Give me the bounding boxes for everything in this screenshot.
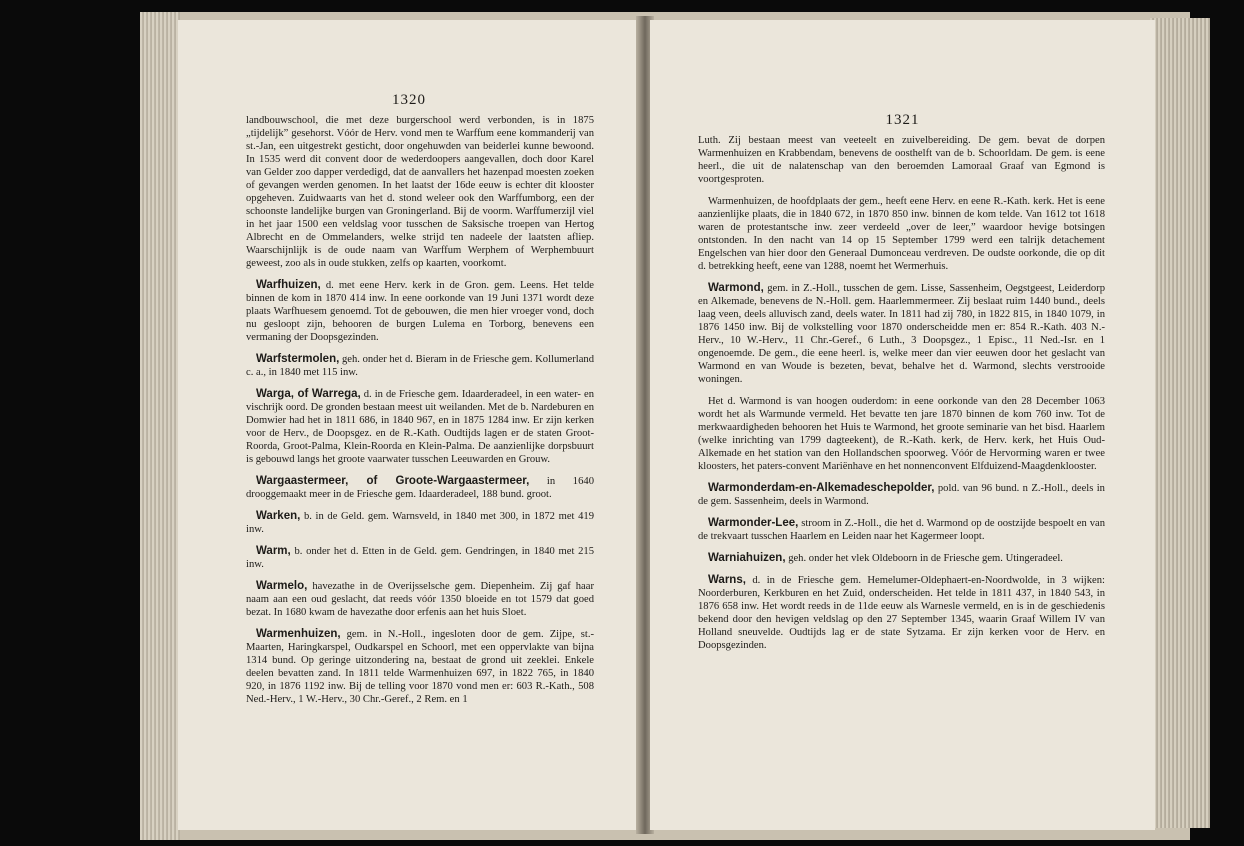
entry-text: stroom in Z.-Holl., die het d. Warmond op de oostzijde bespoelt en van de trekvaart tusschen Haarlem en Leiden naar het Kagermeer loopt. — [698, 518, 1105, 542]
paragraph — [246, 114, 594, 270]
entry-text: gem. in Z.-Holl., tusschen de gem. Lisse, Sassenheim, Oegstgeest, Leiderdorp en Alkemade, benevens de N.-Holl. gem. Haarlemmermeer. Zij beslaat ruim 1440 bund., deels laag veen, deels alluvisch zand, deels water. In 1811 had zij 780, in 1822 815, in 1840 1079, in 1876 1450 inw. Bij de volkstelling voor 1870 onderscheidde men er: 854 R.-Kath. 403 N.-Herv., 10 W.-Herv., 11 Chr.-Geref., 6 Luth., 3 Doopsgez., 1 Episc., 11 Ned.-Isr. en 1 ongenoemde. De gem., die eene heerl. is, welke meer dan vier eeuwen door het geslacht van Warmond en van Woude is bezeten, bevat, behalve het d. Warmond, slechts verstrooide woningen. — [698, 283, 1105, 385]
paragraph-text: Luth. Zij bestaan meest van veeteelt en zuivelbereiding. De gem. bevat de dorpen Warmenhuizen en Krabbendam, benevens de oosthelft van de b. Schoorldam. De gem. is eene heerl., die uit de nalatenschap van den beroemden Lamoraal Graaf van Egmond is voortgesproten. — [698, 135, 1105, 185]
paragraph-text: landbouwschool, die met deze burgerschool werd verbonden, is in 1875 „tijdelijk” gesehorst. Vóór de Herv. vond men te Warffum eene kommanderij van st.-Jan, een uitgestrekt gesticht, door ongehuwden van beiderlei kunne bewoond. In 1535 werd dit convent door de wederdoopers aangevallen, doch door Karel van Gelder zoo dapper verdedigd, dat de aanvallers het hazenpad moesten zoeken of gevangen werden genomen. In het laatst der 16de eeuw is echter dit klooster opgeheven. Zuidwaarts van het d. stond weleer ook den Warffumborg, een der schoonste landelijke burgen van Groningerland. Bij de voorm. Warffumerzijl viel in het jaar 1500 een veldslag voor tusschen de Saksische troepen van Hertog Albrecht en de Ommelanders, welke strijd ten nadeele der laatsten afliep. Waarschijnlijk is de oude naam van Warffum Werphem of Werphembuurt geweest, zoo als in oude stukken, zelfs op kaarten, voorkomt. — [246, 115, 594, 269]
entry — [246, 545, 594, 571]
entry-headword: Warfstermolen, — [256, 353, 340, 365]
entry-text: b. onder het d. Etten in de Geld. gem. Gendringen, in 1840 met 215 inw. — [246, 546, 594, 570]
entry — [698, 517, 1105, 543]
entry — [698, 482, 1105, 508]
entry-headword: Warken, — [256, 510, 301, 522]
paragraph — [698, 195, 1105, 273]
entry-headword: Warmond, — [708, 282, 764, 294]
page-number: 1321 — [885, 112, 920, 128]
paragraph-text: Warmenhuizen, de hoofdplaats der gem., heeft eene Herv. en eene R.-Kath. kerk. Het is eene aanzienlijke plaats, die in 1840 672, in 1870 850 inw. binnen de kom telde. Van 1612 tot 1618 waren de protestantsche inw. zeer verdeeld „over de leer,” waardoor hevige botsingen ontstonden. In den nacht van 14 op 15 September 1799 werd een talrijk detachement Engelschen van hier door den Generaal Dumonceau verdreven. De oudste oorkonde, die op dit d. betrekking heeft, eene van 1288, noemt het Wermerhuis. — [698, 196, 1105, 272]
entry-text: d. in de Friesche gem. Hemelumer-Oldephaert-en-Noordwolde, in 3 wijken: Noorderburen, Kerkburen en het Zuid, onderscheiden. Het telde in 1811 437, in 1840 543, in 1876 658 inw. Het wordt reeds in de 11de eeuw als Warnesle vermeld, en is in de geschiedenis bekend door den hevigen veldslag op den 27 September 1345, waarin Graaf Willem IV van Holland sneuvelde. Oudtijds lag er de state Sytzama. Er zijn kerken voor de Herv. en Doopsgezinden. — [698, 575, 1105, 651]
entry-text: geh. onder het vlek Oldeboorn in de Friesche gem. Utingeradeel. — [788, 553, 1063, 564]
entry — [246, 353, 594, 379]
entry-headword: Warniahuizen, — [708, 552, 786, 564]
entry — [246, 628, 594, 706]
entry-headword: Warmenhuizen, — [256, 628, 341, 640]
entry-headword: Warfhuizen, — [256, 279, 321, 291]
page-edges-right — [1150, 18, 1210, 828]
entry — [698, 574, 1105, 652]
page-text — [698, 134, 1105, 661]
paragraph-text: Het d. Warmond is van hoogen ouderdom: in eene oorkonde van den 28 December 1063 wordt het als Warmunde vermeld. Het bevatte ten jare 1870 binnen de kom 760 inw. Tot de merkwaardigheden behooren het Huis te Warmond, het groote seminarie van het bisd. Haarlem (welke inrichting van 1799 dagteekent), de R.-Kath. kerk, de Herv. kerk, het Huis Oud-Alkemade en het station van den Hollandschen spoorweg. Vóór de Hervorming waren er twee kloosters, het paters-convent Mariënhave en het nonnenconvent Elfduizend-Maagdenklooster. — [698, 396, 1105, 472]
entry-headword: Warm, — [256, 545, 291, 557]
entry-text: d. met eene Herv. kerk in de Gron. gem. Leens. Het telde binnen de kom in 1870 414 inw. In eene oorkonde van 19 Juni 1371 wordt deze plaats Warfhuesem genoemd. Tot de gebouwen, die men hier vroeger vond, doch nu gesloopt zijn, behooren de burgen Lulema en Torborg, benevens een vermaning der Doopsgezinden. — [246, 280, 594, 343]
entry-text: b. in de Geld. gem. Warnsveld, in 1840 met 300, in 1872 met 419 inw. — [246, 511, 595, 535]
entry-headword: Warns, — [708, 574, 746, 586]
page-text — [246, 114, 594, 715]
entry-text: in 1640 drooggemaakt meer in de Friesche gem. Idaarderadeel, 188 bund. groot. — [246, 476, 594, 500]
page-number: 1320 — [392, 92, 426, 108]
entry — [698, 282, 1105, 386]
entry-text: geh. onder het d. Bieram in de Friesche gem. Kollumerland c. a., in 1840 met 115 inw. — [246, 354, 594, 378]
entry-headword: Wargaastermeer, of Groote-Wargaastermeer, — [256, 475, 530, 487]
entry — [246, 475, 594, 501]
entry-text: d. in de Friesche gem. Idaarderadeel, in een water- en vischrijk oord. De gronden bestaan meest uit weilanden. Met de b. Nardeburen en Domwier had het in 1811 686, in 1840 967, en in 1875 1284 inw. Er zijn kerken voor de Herv., de Doopsgez. en de R.-Kath. Oudtijds lagen er de staten Groot-Roorda, Groot-Palma, Klein-Roorda en Klein-Palma. De aanzienlijke dorpsbuurt is gebouwd langs het groote vaarwater tusschen Leeuwarden en Grouw. — [246, 389, 594, 465]
paragraph — [698, 395, 1105, 473]
entry-headword: Warga, of Warrega, — [256, 388, 361, 400]
entry-text: havezathe in de Overijsselsche gem. Diepenheim. Zij gaf haar naam aan een oud geslacht, dat reeds vóór 1350 bloeide en tot 1579 dat goed bezat. In 1680 kwam de havezathe door erfenis aan het huis Sloet. — [246, 581, 594, 618]
paragraph — [698, 134, 1105, 186]
entry-headword: Warmonder-Lee, — [708, 517, 799, 529]
left-page — [178, 20, 640, 830]
entry-headword: Warmelo, — [256, 580, 308, 592]
entry — [246, 510, 594, 536]
entry-text: pold. van 96 bund. n Z.-Holl., deels in de gem. Sassenheim, deels in Warmond. — [698, 483, 1105, 507]
right-page — [650, 20, 1155, 830]
page-edges-left — [140, 12, 180, 840]
entry-text: gem. in N.-Holl., ingesloten door de gem. Zijpe, st.-Maarten, Haringkarspel, Oudkarspel en Schoorl, met een oppervlakte van bijna 1314 bund. Op geringe uitzondering na, bestaat de grond uit zeeklei. Enkele deelen bevatten zand. In 1811 telde Warmenhuizen 697, in 1822 765, in 1840 920, in 1876 1192 inw. Bij de telling voor 1870 vond men er: 603 R.-Kath., 508 Ned.-Herv., 1 W.-Herv., 30 Chr.-Geref., 2 Rem. en 1 — [246, 629, 594, 705]
entry — [246, 580, 594, 619]
entry — [246, 388, 594, 466]
entry — [246, 279, 594, 344]
entry-headword: Warmonderdam-en-Alkemadeschepolder, — [708, 482, 935, 494]
entry — [698, 552, 1105, 565]
